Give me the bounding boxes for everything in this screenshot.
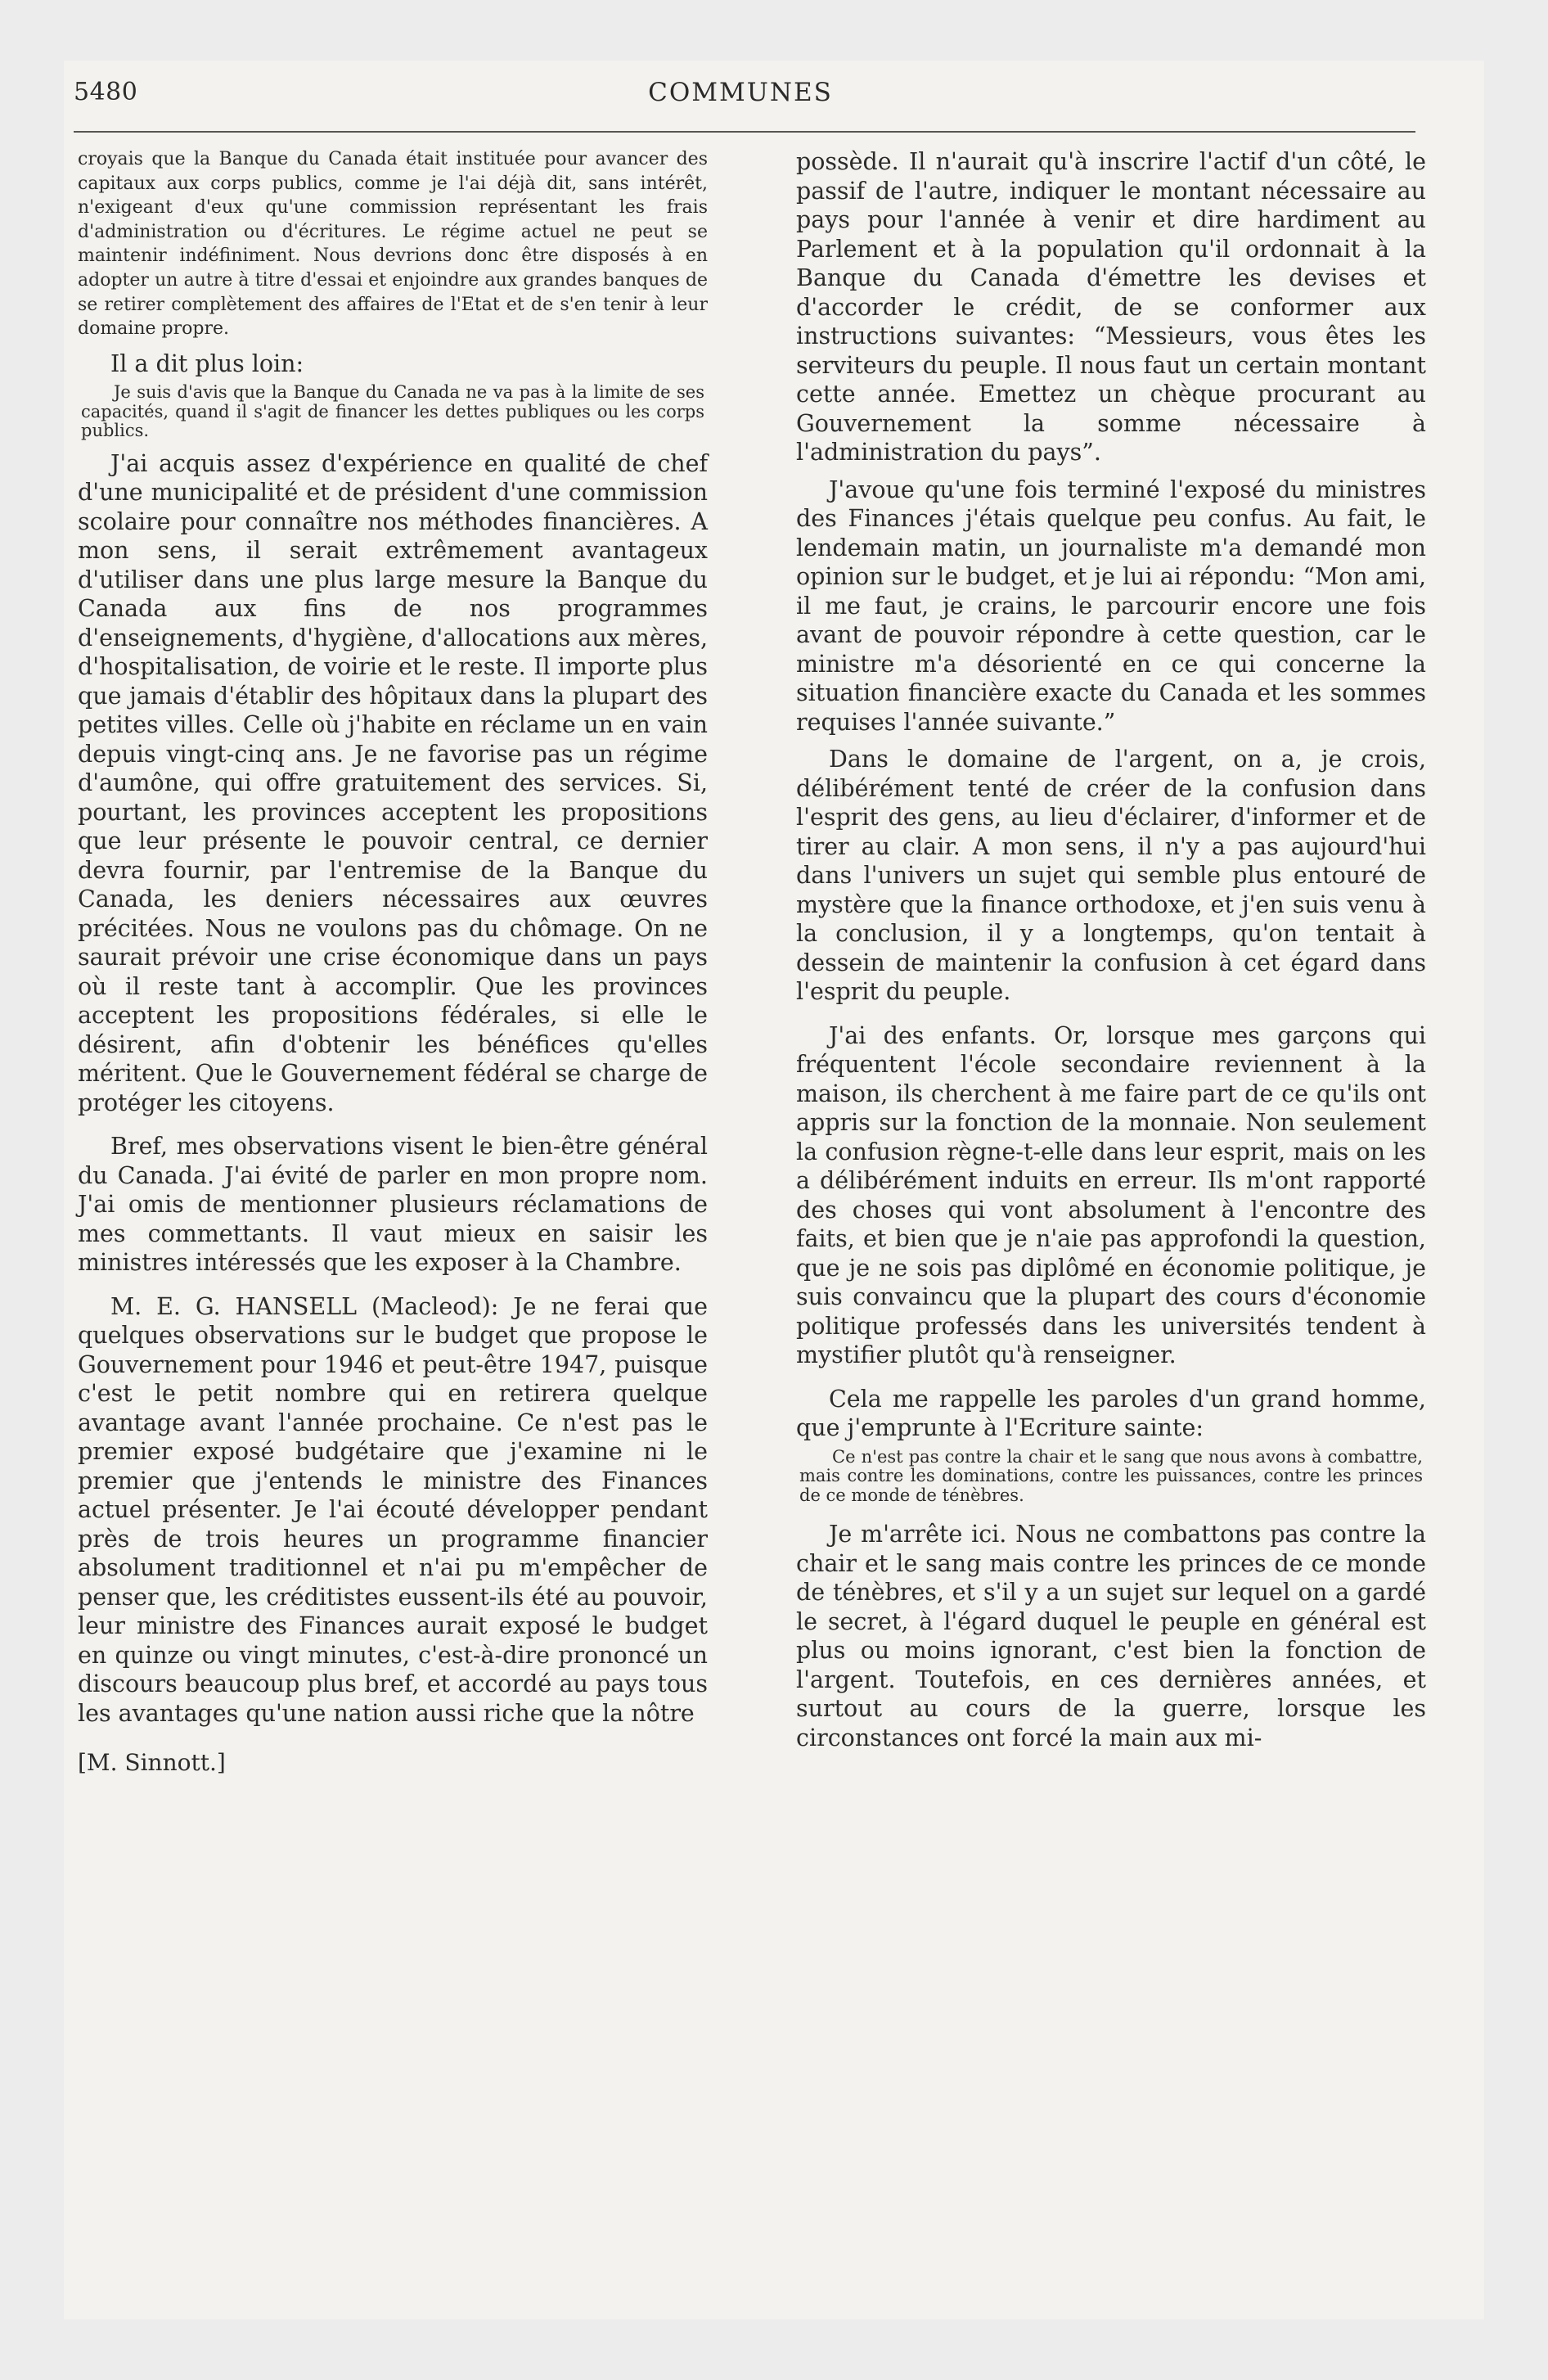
paragraph: J'ai des enfants. Or, lorsque mes garçons qui fréquentent l'école secondaire reviennent à la maison, ils cherchent à me faire part de ce qu'ils ont appris sur la fonction de la monnaie. Non seulement la confusion règne-t-elle dans leur esprit, mais on les a délibérément induits en erreur. Ils m'ont rapporté des choses qui vont absolument à l'encontre des faits, et bien que je n'aie pas approfondi la question, que je ne sois pas diplômé en économie politique, je suis convaincu que la plupart des cours d'économie politique professés dans les universités tendent à mystifier plutôt qu'à renseigner.	[796, 1021, 1426, 1368]
page-number: 5480	[74, 78, 138, 106]
paragraph: J'ai acquis assez d'expérience en qualité de chef d'une municipalité et de président d'une commission scolaire pour connaître nos méthodes financières. A mon sens, il serait extrêmement avantageux d'utiliser dans une plus large mesure la Banque du Canada aux fins de nos programmes d'enseignements, d'hygiène, d'allocations aux mères, d'hospitalisation, de voirie et le reste. Il importe plus que jamais d'établir des hôpitaux dans la plupart des petites villes. Celle où j'habite en réclame un en vain depuis vingt-cinq ans. Je ne favorise pas un régime d'aumône, qui offre gratuitement des services. Si, pourtant, les provinces acceptent les propositions que leur présente le pouvoir central, ce dernier devra fournir, par l'entremise de la Banque du Canada, les deniers nécessaires aux œuvres précitées. Nous ne voulons pas du chômage. On ne saurait prévoir une crise économique dans un pays où il reste tant à accomplir. Que les provinces acceptent les propositions fédérales, si elle le désirent, afin d'obtenir les bénéfices qu'elles méritent. Que le Gouvernement fédéral se charge de protéger les citoyens.	[78, 449, 708, 1116]
quoted-paragraph: Je suis d'avis que la Banque du Canada ne va pas à la limite de ses capacités, quand il s'agit de financer les dettes publiques ou les corps publics.	[81, 382, 704, 441]
paragraph: Cela me rappelle les paroles d'un grand homme, que j'emprunte à l'Ecriture sainte:	[796, 1385, 1426, 1441]
quoted-paragraph: croyais que la Banque du Canada était instituée pour avancer des capitaux aux corps publics, comme je l'ai déjà dit, sans intérêt, n'exigeant d'eux qu'une commission représentant les frais d'administration ou d'écritures. Le régime actuel ne peut se maintenir indéfiniment. Nous devrions donc être disposés à en adopter un autre à titre d'essai et enjoindre aux grandes banques de se retirer complètement des affaires de l'Etat et de s'en tenir à leur domaine propre.	[78, 149, 708, 340]
quoted-scripture: Ce n'est pas contre la chair et le sang que nous avons à combattre, mais contre les dominations, contre les puissances, contre les princes de ce monde de ténèbres.	[799, 1446, 1423, 1505]
page-header	[74, 78, 1407, 127]
paragraph: possède. Il n'aurait qu'à inscrire l'actif d'un côté, le passif de l'autre, indiquer le montant nécessaire au pays pour l'année à venir et dire hardiment au Parlement et à la population qu'il ordonnait à la Banque du Canada d'émettre les devises et d'accorder le crédit, de se conformer aux instructions suivantes: “Messieurs, vous êtes les serviteurs du peuple. Il nous faut un certain montant cette année. Emettez un chèque procurant au Gouvernement la somme nécessaire à l'administration du pays”.	[796, 148, 1426, 466]
paragraph: Il a dit plus loin:	[110, 349, 304, 377]
speaker-paragraph: M. E. G. HANSELL (Macleod): Je ne ferai que quelques observations sur le budget que propose le Gouvernement pour 1946 et peut-être 1947, puisque c'est le petit nombre qui en retirera quelque avantage avant l'année prochaine. Ce n'est pas le premier exposé budgétaire que j'examine ni le premier que j'entends le ministre des Finances actuel présenter. Je l'ai écouté développer pendant près de trois heures un programme financier absolument traditionnel et n'ai pu m'empêcher de penser que, les créditistes eussent-ils été au pouvoir, leur ministre des Finances aurait exposé le budget en quinze ou vingt minutes, c'est-à-dire prononcé un discours beaucoup plus bref, et accordé au pays tous les avantages qu'une nation aussi riche que la nôtre	[78, 1292, 708, 1727]
paragraph: Dans le domaine de l'argent, on a, je crois, délibérément tenté de créer de la confusion dans l'esprit des gens, au lieu d'éclairer, d'informer et de tirer au clair. A mon sens, il n'y a pas aujourd'hui dans l'univers un sujet qui semble plus entouré de mystère que la finance orthodoxe, et j'en suis venu à la conclusion, il y a longtemps, qu'on tentait à dessein de maintenir la confusion à cet égard dans l'esprit du peuple.	[796, 746, 1426, 1005]
left-column	[78, 147, 708, 1776]
right-column	[796, 147, 1426, 1752]
paragraph: Bref, mes observations visent le bien-être général du Canada. J'ai évité de parler en mon propre nom. J'ai omis de mentionner plusieurs réclamations de mes commettants. Il vaut mieux en saisir les ministres intéressés que les exposer à la Chambre.	[78, 1133, 708, 1277]
paragraph: Je m'arrête ici. Nous ne combattons pas contre la chair et le sang mais contre les princes de ce monde de ténèbres, et s'il y a un sujet sur lequel on a gardé le secret, à l'égard duquel le peuple en général est plus ou moins ignorant, c'est bien la fonction de l'argent. Toutefois, en ces dernières années, et surtout au cours de la guerre, lorsque les circonstances ont forcé la main aux mi-	[796, 1521, 1426, 1751]
page-title: COMMUNES	[648, 78, 833, 107]
header-rule	[74, 131, 1415, 133]
speaker-attribution: [M. Sinnott.]	[78, 1749, 226, 1777]
paragraph: J'avoue qu'une fois terminé l'exposé du ministres des Finances j'étais quelque peu confus. Au fait, le lendemain matin, un journaliste m'a demandé mon opinion sur le budget, et je lui ai répondu: “Mon ami, il me faut, je crains, le parcourir encore une fois avant de pouvoir répondre à cette question, car le ministre m'a désorienté en ce qui concerne la situation financière exacte du Canada et les sommes requises l'année suivante.”	[796, 476, 1426, 736]
